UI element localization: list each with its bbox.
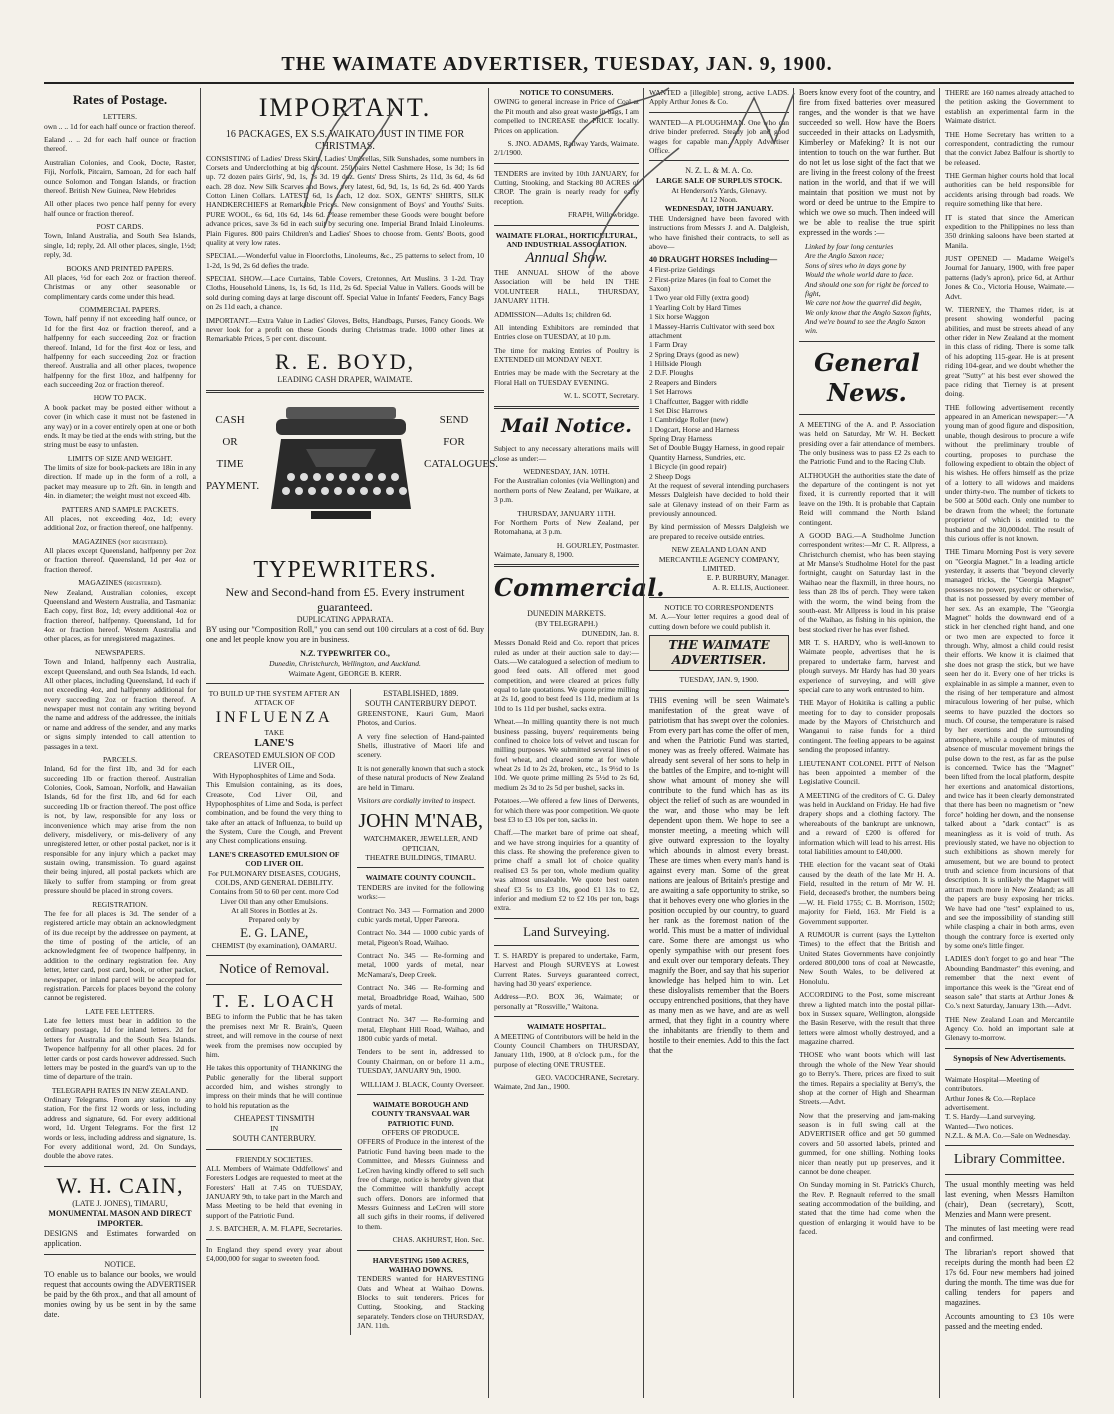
burbury: E. P. BURBURY, Manager. xyxy=(706,573,789,583)
divider xyxy=(945,1069,1074,1070)
nzl-full: NEW ZEALAND LOAN AND MERCANTILE AGENCY COMPANY, LIMITED. xyxy=(658,545,780,573)
magazines-registered-heading: MAGAZINES (registered). xyxy=(78,578,162,588)
divider xyxy=(494,1016,639,1017)
tw-right-text xyxy=(424,409,498,475)
loach-name: T. E. LOACH xyxy=(212,990,336,1011)
sale-item: 1 Yearling Colt by Hard Times xyxy=(649,302,742,312)
poem-line: Sons of sires who in days gone by xyxy=(805,260,906,270)
letters-heading: LETTERS. xyxy=(103,112,137,122)
divider xyxy=(206,390,484,393)
news-item: Now that the preserving and jam-making season is in full swing call at the ADVERTISER office and get 50 gummed covers and 50 assorted labels, printed and gummed, for one shilling. Nothing looks nicer than neatly put up preserves, and it cannot be done cheaper. xyxy=(799,1110,935,1176)
council-body: TENDERS are invited for the following works:— xyxy=(357,882,484,902)
sale-item: 4 First-prize Geldings xyxy=(649,265,715,275)
books-heading: BOOKS AND PRINTED PAPERS. xyxy=(66,263,174,273)
lanes-stores: At all Stores in Bottles at 2s. xyxy=(231,906,318,915)
commercial-papers-text: Town, half penny if not exceeding half ounce, or 1d for the first 4oz or fraction thereof, and a halfpenny for each succeeding 2oz or fraction thereof. Inland, 1d for the first 4oz or less, and halfpenny for each succeeding 2oz or fraction thereof. Australia and all other places, twopence halfpenny for the first 10oz, and halfpenny for each succeeding 2oz or fraction thereof. xyxy=(44,314,196,389)
synopsis-heading: Synopsis of New Advertisements. xyxy=(953,1053,1066,1063)
divider xyxy=(494,945,639,946)
tw-agent: Waimate Agent, GEORGE B. KERR. xyxy=(288,668,402,678)
library-body-2: The minutes of last meeting were read and confirmed. xyxy=(945,1223,1074,1243)
news-item: THE German higher courts hold that local authorities can be held responsible for accidents arising through bad roads. We require something like that here. xyxy=(945,171,1074,209)
how-to-pack-text: A book packet may be posted either without a cover (in which case it must not be fastened in any way) or in a cover entirely open at one or both ends. It may be tied at the ends with string, but the string must be easy to unfasten. xyxy=(44,402,196,450)
sale-item: 1 Massey-Harris Cultivator with seed box attachment xyxy=(649,321,775,340)
lanes-sub: CREASOTED EMULSION OF COD LIVER OIL, xyxy=(213,750,335,770)
sale-items xyxy=(649,265,789,481)
duplicating: DUPLICATING APPARATA. xyxy=(296,615,394,625)
news-item: IT is stated that since the American expedition to the Philippines no less than 350 drinking saloons have been started at Manila. xyxy=(945,212,1074,250)
news-item: W. TIERNEY, the Thames rider, is at present showing wonderful pacing abilities, and must be streets ahead of any other rider in New Zealand at the moment in this class of riding. There is some talk of his adopting 115-gear. He is at present riding 104-gear, and we doubt whether the great "Sutty" at his best ever showed the pace riding that Tierney is at present doing. xyxy=(945,304,1074,399)
masthead: THE WAIMATE ADVERTISER, TUESDAY, JAN. 9, 1900. xyxy=(281,53,833,75)
wanted-1: WANTED a [illegible] strong, active LADS. Apply Arthur Jones & Co. xyxy=(649,88,789,107)
lane-name: E. G. LANE, xyxy=(240,924,309,940)
divider xyxy=(44,1254,196,1255)
lower-left xyxy=(206,689,342,1335)
news-item: THE Timaru Morning Post is very severe on "Georgia Magnet." In a leading article yesterday, it asserts that "beyond cleverly managed tricks, the "Georgia Magnet" possesses no power, psychic or otherwise, that is not possessed by every member of her sex. As an example, The "Georgia Magnet" holds the downward end of a stick in her clenched right hand, and one or two men are expected to force it through. Why, almost a child could resist their efforts. We know it is claimed that she does not grasp the stick, but we have seen her do it. Every one of her tricks is explainable in as simple a manner, even to the rising of her temperature and almost miraculous lowering of her pulse, which seems to have puzzled the doctors so much. Of course, the temperature is raised by her exertions and the surrounding atmosphere, while a couple of minutes of absence of muscular movement brings the pulse down to the rest, as far as the pulse is concerned. Twice has the "Magnet" been lifted from the local platform, despite her exertions and anatomical distortions, and twice has it been clearly demonstrated that there has been no magnetism or "new force" holding her down, and the nonsense talked about a "dark contact" is as meaningless as it is void of truth. As previously stated, we have no objection to such exhibitions as shown merely for amusement, but we are bound to protect truth and science from incursions of that description. It is unlikely the Magnet will attract much more in New Zealand; as all the papers are busy exposing her tricks. We have had one "test" explained to us, and see the impossibility of standing still while clasping a chair in both arms, even though the contrary force is exerted only by some one's little finger. xyxy=(945,547,1074,950)
prepared: Prepared only by xyxy=(248,915,300,925)
pencil-mark xyxy=(559,88,699,288)
sale-item: 2 Spring Drays (good as new) xyxy=(649,349,739,359)
late-fee-heading: LATE FEE LETTERS. xyxy=(85,1006,155,1016)
potatoes: Potatoes.—We offered a few lines of Derwents, for which there was poor competition. We quote best £3 to £3 10s per ton, sacks in. xyxy=(494,796,639,824)
magazines-heading: MAGAZINES (not registered). xyxy=(72,536,168,546)
divider xyxy=(206,683,484,684)
produce-sign: CHAS. AKHURST, Hon. Sec. xyxy=(392,1235,484,1245)
rate-town: own .. .. 1d for each half ounce or fraction thereof. xyxy=(44,121,196,131)
sale-item: 2 D.F. Ploughs xyxy=(649,368,694,378)
scott-sign: W. L. SCOTT, Secretary. xyxy=(563,391,639,401)
synopsis-item: Wanted—Two notices. xyxy=(945,1121,1014,1131)
leader-text: THIS evening will be seen Waimate's manifestation of the great wave of patriotism that has swept over the colonies. From every part has come the offer of men, and when the Patriotic Fund was started, money was as freely offered. Waimate has already sent several of her sons to help in the battles of the Empire, and to-night will show what amount of money she will contribute to the fund which has as its object the relief of such as are wounded in the war, and those who may be left dependent upon them. We hope to see a monster meeting, a meeting which will give outward expression to the loyalty which abounds in almost every breast. These are times when every man's hand is against every man. Some of the great nations are jealous of Britain's prestige and are awaiting a safe opportunity to strike, so that it behoves every one who glories in the position occupied by our country, to guard her rank as the foremost nation of the world. This must be a matter of individual care. Some there are amongst us who openly sympathise with our present foes and exult over our temporary defeats. They magnify the Boer, and say that his superior knowledge has helped him to win. Let these disloyalists remember that the Boers occupy entrenched positions, that they have as many men as we have, and are as well armed, that they fight in a country where the inhabitants are friendly to them and hostile to their enemies. Add to this the fact that the xyxy=(649,695,789,1055)
adams-date: 2/1/1900. xyxy=(494,148,523,158)
parcels-heading: PARCELS. xyxy=(102,754,138,764)
pencil-mark xyxy=(284,88,414,238)
poem-line: Would the whole world dare to face. xyxy=(805,270,914,280)
intending: All intending Exhibitors are reminded that Entries close on TUESDAY, at 10 p.m. xyxy=(494,322,639,342)
tw-left-line: CASH xyxy=(215,414,245,427)
admission: ADMISSION—Adults 1s; children 6d. xyxy=(494,309,612,319)
england-fact: In England they spend every year about £4,000,000 for sugar to sweeten food. xyxy=(206,1244,343,1263)
rate-inland: Ealand .. .. 2d for each half ounce or fraction thereof. xyxy=(44,135,196,154)
news-item: THOSE who want boots which will last through the whole of the New Year should go to Berry's. There, prices are fixed to suit the times. Repairs a speciality at Berry's, the shop at the corner of High and Shearman Streets.—Advt. xyxy=(799,1050,935,1107)
magazines-text: All places except Queensland, halfpenny per 2oz or fraction thereof. Queensland, 1d per 4oz or fraction thereof. xyxy=(44,546,196,574)
influenza-pre: TO BUILD UP THE SYSTEM AFTER AN ATTACK OF xyxy=(208,688,340,708)
tw-body: BY using our "Composition Roll," you can send out 100 circulars at a cost of 6d. Buy one and let people know you are in business. xyxy=(206,625,484,645)
poem-line: And should one son for right be forced to fight, xyxy=(805,279,929,298)
annual-body: THE ANNUAL SHOW of the above Association will be held IN THE VOLUNTEER HALL, THURSDAY, JANUARY 11TH. xyxy=(494,268,639,306)
books-text: All places, ½d for each 2oz or fraction thereof. Christmas or any other seasonable or complimentary cards come under this head. xyxy=(44,272,196,301)
tw-right-line: CATALOGUES. xyxy=(424,458,498,471)
sale-tail-2: By kind permission of Messrs Dalgleish we are prepared to receive outside entries. xyxy=(649,522,789,541)
nzl-heading: N. Z. L. & M. A. Co. xyxy=(685,166,753,176)
tw-cities: Dunedin, Christchurch, Wellington, and Auckland. xyxy=(269,659,421,669)
hospital-sign: GEO. VACOCHRANE, Secretary. xyxy=(535,1073,639,1082)
patterns-heading: PATTERS AND SAMPLE PACKETS. xyxy=(61,504,179,514)
contract-item: Contract No. 345 — Re-forming and metal, 1000 yards of metal, near McNamara's, Deep Creek. xyxy=(357,951,484,979)
friendly-body: ALL Members of Waimate Oddfellows' and Foresters Lodges are requested to meet at the Foresters' Hall at 7.45 on TUESDAY, JANUARY 9th, to take part in the March and Mass Meeting to be held that evening in support of the Patriotic Fund. xyxy=(206,1163,343,1220)
tenders-body: TENDERS are invited by 10th JANUARY, for Cutting, Stooking, and Stacking 80 ACRES of CROP. The grain is nearly ready for early reception. xyxy=(494,168,639,206)
news-item: ALTHOUGH the authorities state the date of the departure of the contingent is not yet fixed, it is currently reported that it will leave on the 19th. It is probable that Captain Reid will command the North Island contingent. xyxy=(799,470,935,527)
depot-heading: SOUTH CANTERBURY DEPOT. xyxy=(365,698,477,708)
dunedin-date: DUNEDIN, Jan. 8. xyxy=(581,628,639,638)
depot-body-4: Visitors are cordially invited to inspect. xyxy=(357,795,476,805)
sale-item: 1 Two year old Filly (extra good) xyxy=(649,293,749,303)
sale-item: 1 Hillside Plough xyxy=(649,359,702,368)
important-heading: IMPORTANT. xyxy=(258,93,432,122)
typewriters-line: New and Second-hand from £5. Every instrument guaranteed. xyxy=(225,585,465,615)
mnab-addr: THEATRE BUILDINGS, TIMARU. xyxy=(365,853,477,862)
poem-line: Linked by four long centuries xyxy=(805,242,894,251)
divider xyxy=(494,918,639,919)
tw-left-text xyxy=(206,409,260,497)
pencil-mark xyxy=(724,88,804,158)
typewriter-ad xyxy=(206,399,498,549)
market-body: Messrs Donald Reid and Co. report that prices ruled as under at their auction sale to day:— Oats.—We catalogued a selection of medium to good feed oats. All offered met good competition, and were cleared at prices fully equal to late quotations. We quote prime milling at 2s 1d, good to best feed 1s 11d, medium at 1s 10d to 1s 11d per bushel, sacks extra. xyxy=(494,638,639,713)
column-misc xyxy=(945,88,1074,1398)
synopsis-item: T. S. Hardy—Land surveying. xyxy=(945,1112,1036,1122)
mail-thu: THURSDAY, JANUARY 11TH. xyxy=(517,508,616,518)
sale-item: 1 Bicycle (in good repair) xyxy=(649,462,727,472)
divider xyxy=(799,341,935,342)
council-heading: WAIMATE COUNTY COUNCIL. xyxy=(365,873,476,883)
divider xyxy=(357,1094,484,1095)
henderson: At Henderson's Yards, Glenavy. xyxy=(671,185,767,195)
consumers-heading: NOTICE TO CONSUMERS. xyxy=(519,88,614,97)
divider xyxy=(799,414,935,415)
news-item: LADIES don't forget to go and hear "The Abounding Bandmaster" this evening, and remember that the next event of importance this week is the "Great end of season sale" that starts at Arthur Jones & Co.'s next Saturday, January 13th.—Advt. xyxy=(945,954,1074,1011)
sale-item: 1 Set Disc Harrows xyxy=(649,405,708,415)
library-body: The usual monthly meeting was held last evening, when Messrs Hamilton (chair), Dean (secretary), Scott, Menzies and Mann were present. xyxy=(945,1179,1074,1219)
news-item: THE following advertisement recently appeared in an American newspaper:—"A young man of good figure and disposition, unable, though desirous to procure a wife without the preliminary trouble of courting, proposes to purchase the following expedient to obtain the object of his wishes. He offers himself as the prize of a lottery to all widows and maidens under thirty-two. The number of tickets to be 500 at 500d each. Only one number to be drawn from the wheel; the fortunate proprietor of which is entitled to the husband and the 30,000dol. The result of this curious offer is not known. xyxy=(945,402,1074,543)
sale-tail: At the request of several intending purchasers Messrs Dalgleish have decided to hold their sale at Glenavy instead of on their Farm as previously announced. xyxy=(649,480,789,518)
news-item: A RUMOUR is current (says the Lyttelton Times) to the effect that the British and United States Governments have conjointly ordered 800,000 tons of coal at Newcastle, New South Wales, to be delivered at Honolulu. xyxy=(799,929,935,986)
sale-item: 1 Dogcart, Horse and Harness xyxy=(649,424,740,434)
news-item: A MEETING of the creditors of C. G. Daley was held in Auckland on Friday. He had five drapery shops and a clothing factory. The whereabouts of the bankrupt are unknown, and a reward of £200 is offered for information which will lead to his arrest. His total liabilities amount to £40,000. xyxy=(799,790,935,856)
boyd-name: R. E. BOYD, xyxy=(275,348,415,374)
news-item: LIEUTENANT COLONEL PITT of Nelson has been appointed a member of the Legislative Council. xyxy=(799,758,935,787)
wheat: Wheat.—In milling quantity there is not much business passing, buyers' requirements being confined to choice lots of velvet and tuscan for milling purposes. We submitted several lines of fowl wheat, and cleared some at for whole wheat 2s 1d to 2s 2d, broken, etc., 1s 9½d to 1s 10d. We quote prime milling 2s 5½d to 2s 6d, medium 2s 3d to 2s 5d per bushel, sacks in. xyxy=(494,717,639,792)
lanes-with: With Hypophosphites of Lime and Soda. xyxy=(212,770,336,780)
sale-item: 1 Cambridge Roller (new) xyxy=(649,415,728,425)
divider xyxy=(44,1166,196,1167)
correspondents-body: M. A.—Your letter requires a good deal of cutting down before we could publish it. xyxy=(649,612,789,631)
depot-body: GREENSTONE, Kauri Gum, Maori Photos, and Curios. xyxy=(357,708,484,728)
synopsis-item: N.Z.L. & M.A. Co.—Sale on Wednesday. xyxy=(945,1131,1071,1140)
boyd-body: CONSISTING of Ladies' Dress Skirts, Ladies' Umbrellas, Silk Sunshades, some numbers in Corsets and Underclothing at big discount. 250 pairs Nettel Cashmere Hose, 1s 3d; 1s 6d up. 72 dozen pairs Girls', 9d, 1s, 1s 3d. 19 doz. Gents' Dress Shirts, 2s 11d, 3s 6d, 4s 6d each. 28 doz. New Silk Scarves and Bows, very latest, 6d, 9d, 1s, 1s 6d, 2s 6d. 400 Yards Cotton Linen Collars. LATEST, 6d, 1s each, 12 doz. SOX, GENTS' SHIRTS, SILK HANDKERCHIEFS at Remarkable Prices. New consignment of Boys' and Youths' Suits. PURE WOOL, 6s 6d, 10s 6d, 14s 6d. Please remember these Goods were bought before advance prices, save 3s 6d in each suit by securing one. Imperial Brand Inlaid Linoleums. Plain Figures. 800 pairs Children's and Ladies' Shoes to choose from. Gents' Boots, good quality at very low rates. xyxy=(206,153,484,247)
cain-designs: DESIGNS and Estimates forwarded on application. xyxy=(44,1229,196,1249)
in: IN xyxy=(270,1124,279,1134)
annual-show-heading: Annual Show. xyxy=(525,250,608,267)
synopsis-item: Arthur Jones & Co.—Replace advertisement. xyxy=(945,1093,1036,1112)
divider xyxy=(494,564,639,567)
post-cards-text: Town, Inland Australia, and South Sea Islands, single, 1d; reply, 2d. All other places, single, 1½d; reply, 3d. xyxy=(44,231,196,260)
consumers-body: OWING to general increase in Price of Coal at the Pit mouth and also great waste in bags, I am compelled to INCREASE the PRICE locally. Prices on application. xyxy=(494,97,639,135)
library-heading: Library Committee. xyxy=(953,1152,1066,1168)
council-tail: Tenders to be sent in, addressed to County Chairman, on or before 11 a.m., TUESDAY, JANUARY 9th, 1900. xyxy=(357,1047,484,1076)
news-item: MR T. S. HARDY, who is well-known to Waimate people, advertises that he is prepared to undertake farm, harvest and plough surveys. Mr Hardy has had 30 years experience of surveying, and will give special care to any work entrusted to him. xyxy=(799,638,935,694)
poem-line: And we're bound to see the Anglo Saxon win. xyxy=(805,317,926,336)
mnab-sub: WATCHMAKER, JEWELLER, AND OPTICIAN, xyxy=(363,834,478,853)
mnab-name: JOHN M'NAB, xyxy=(358,810,484,833)
adams-sign: S. JNO. ADAMS, Railway Yards, Waimate. xyxy=(507,138,639,148)
synopsis-list xyxy=(945,1075,1074,1141)
tw-left-line: PAYMENT. xyxy=(206,480,260,493)
dunedin-heading: DUNEDIN MARKETS. xyxy=(527,609,606,619)
hospital-body: A MEETING of Contributors will be held in the County Council Chambers on THURSDAY, January 11th, 1900, at 8 o'clock p.m., for the purpose of electing ONE TRUSTEE. xyxy=(494,1031,639,1069)
newspapers-text: Town and Inland, halfpenny each Australia, except Queensland, and outh Sea Islands, 1d each. All other places, including Queensland, 1d each if not exceeding 4oz, and halfpenny additional for every succeeding 2oz or fraction thereof. A newspaper must not contain any writing beyond the name and address of the addressee, the initials or name and address of the sender, and any marks or signs simply intended to call attention to passages in a text. xyxy=(44,657,196,751)
lanes-again: LANE'S CREASOTED EMULSION OF COD LIVER OIL xyxy=(208,849,340,869)
established: ESTABLISHED, 1889. xyxy=(383,688,459,698)
divider xyxy=(945,1145,1074,1146)
lanes-body: This Emulsion containing, as its does, Creasote, Cod Liver Oil, and Hypophosphites of Lime and Soda, is perfect combination, and be found the very thing to take after an attack of Influenza, to build up the System, Cure the Cough, and Prevent any Chest complications ensuing. xyxy=(206,780,343,846)
divider xyxy=(649,690,789,691)
column-rule xyxy=(939,88,940,1398)
sale-item: Set of Double Buggy Harness, in good repair xyxy=(649,443,785,453)
divider xyxy=(206,955,342,956)
tw-right-line: FOR xyxy=(443,436,465,449)
divider xyxy=(945,1048,1074,1049)
take: TAKE xyxy=(264,727,284,737)
news-item: THE New Zealand Loan and Mercantile Agency Co. hold an important sale at Glenavy to-morrow. xyxy=(945,1014,1074,1043)
column-news xyxy=(799,88,935,1398)
telegraph-text: Ordinary Telegrams. From any station to any station, For the first 12 words or less, including address and signature, 6d. For every additional word, 1d. Urgent Telegrams. For the first 12 words or less, including address and signature, 1s. For every additional word, 2d. On Sundays, double the above rates. xyxy=(44,1095,196,1161)
mail-wed: WEDNESDAY, JAN. 10TH. xyxy=(523,467,610,476)
lower-split xyxy=(206,689,484,1335)
gourley-sign: H. GOURLEY, Postmaster. xyxy=(556,540,639,550)
leader-continued: Boers know every foot of the country, and fire from fixed batteries over measured ranges, and the wonder is that we have succeeded so well. How have the Boers succeeded in their attacks on Ladysmith, Kimberley or Mafeking? It is not our intention to touch on the war further. But do not let us lose sight of the fact that we are living in the freest colony of the freest nation in the world, and that if we will maintain that position we must not by word or deed be untrue to the Empire to which we owe so much. Then indeed will we be able to realise the true spirit expressed in the words :— xyxy=(799,88,935,237)
packages-line: 16 PACKAGES, EX S.S. WAIKATO, JUST IN TIME FOR CHRISTMAS. xyxy=(225,128,465,152)
harvest-heading: HARVESTING 1500 ACRES, WAIHAO DOWNS. xyxy=(372,1255,469,1274)
divider xyxy=(945,1174,1074,1175)
friendly-heading: FRIENDLY SOCIETIES. xyxy=(235,1154,313,1164)
mail-date: Waimate, January 8, 1900. xyxy=(494,550,574,559)
sale-body: THE Undersigned have been favored with instructions from Messrs J. and A. Dalgleish, who have finished their contracts, to sell as above— xyxy=(649,213,789,251)
divider xyxy=(357,1250,484,1251)
boyd-special-3: IMPORTANT.—Extra Value in Ladies' Gloves, Belts, Handbags, Purses, Fancy Goods. We never look for a profit on these Goods during Christmas trade. 1000 other lines at Remarkable Prices, 5 per cent. discount. xyxy=(206,315,484,344)
contract-item: Contract No. 347 — Re-forming and metal, Elephant Hill Road, Waihao, and 1800 cubic yards of metal. xyxy=(357,1015,484,1043)
column-rule xyxy=(793,88,794,1398)
newspaper-page xyxy=(44,88,1074,1398)
rate-colonies: Australian Colonies, and Cook, Docte, Raster, Fiji, Norfolk, Pitcairn, Samoan, 2d for each half ounce Solomon and Tongan Islands, or fraction thereof. British New Guinea, New Hebrides xyxy=(44,157,196,195)
sale-item: Quantity Harness, Sundries, etc. xyxy=(649,452,746,462)
library-body-4: Accounts amounting to £3 10s were passed and the meeting ended. xyxy=(945,1311,1074,1331)
floral-heading: WAIMATE FLORAL, HORTICULTURAL, AND INDUSTRIAL ASSOCIATION. xyxy=(495,230,638,249)
divider xyxy=(649,597,789,598)
post-cards-heading: POST CARDS. xyxy=(96,222,144,231)
divider xyxy=(206,1149,342,1150)
news-item: A GOOD BAG.—A Studholme Junction correspondent writes:—Mr C. R. Allpress, a Christchurch chemist, who has been staying at Mr Manse's Studholme Hotel for the past fortnight, caught on Saturday last in the Waihao near the flaxmill, in three hours, no less than 28 lbs of perch. They were taken with the worm, the wind being from the south-east. Mr Allpress is loud in his praise of the Waihao, as fishing in his opinion, the best stocked river he has ever fished. xyxy=(799,530,935,634)
news-item: JUST OPENED — Madame Weigel's Journal for January, 1900, with free paper patterns (lady's apron), price 6d, at Arthur Jones & Co., Victoria House, Waimate.—Advt. xyxy=(945,254,1074,301)
sale-item: 1 Six horse Waggon xyxy=(649,312,710,322)
poem xyxy=(799,242,935,336)
depot-body-3: It is not generally known that such a stock of these natural products of New Zealand are held in Timaru. xyxy=(357,763,485,792)
newspapers-heading: NEWSPAPERS. xyxy=(95,647,145,657)
chaff: Chaff.—The market bare of prime oat sheaf, and we have strong inquiries for a quantity of this class. Re showing the preference given to prime chaff a small lot of choice quality realised £3 5s per ton, whole medium quality was almost unsaleable. We quote best oaten sheaf £3 5s to £3 10s, good £1 13s to £2, inferior and medium £2 to £2 10s per ton, bags extra. xyxy=(494,828,639,913)
rate-other: All other places two pence half penny for every half ounce or fraction thereof. xyxy=(44,199,196,218)
news-item: A MEETING of the A. and P. Association was held on Saturday, Mr W. H. Beckett presiding over a fair attendance of members. The only business was to pass £2 2s each to the Patriotic Fund and to the Racing Club. xyxy=(799,419,935,467)
tw-left-line: TIME xyxy=(216,458,244,471)
surplus-heading: LARGE SALE OF SURPLUS STOCK. xyxy=(655,176,783,186)
lanes-contains: Contains from 50 to 60 per cent. more Cod Liver Oil than any other Emulsions. xyxy=(209,887,339,906)
produce-heading: OFFERS OF PRODUCE. xyxy=(381,1128,460,1137)
news-item: On Sunday morning in St. Patrick's Church, the Rev. P. Regnault referred to the small seating accommodation of the building, and stated that the time had come when the question of enlarging it would have to be faced. xyxy=(799,1180,935,1237)
late-fee-text: Late fee letters must bear in addition to the ordinary postage, 1d for inland letters. 2d for letters for Australia and the South Sea Islands. Twopence halfpenny for all other places. 2d for letter cards or post cards however addressed. Such letters may be posted in the guard's van up to the time of departure of the train. xyxy=(44,1016,196,1082)
general-news-heading: General News. xyxy=(814,347,920,407)
borough-heading: WAIMATE BOROUGH AND COUNTY TRANSVAAL WAR PATRIOTIC FUND. xyxy=(371,1099,470,1128)
mail-thu-body: For Northern Ports of New Zealand, per Rotomahana, at 3 p.m. xyxy=(494,517,639,537)
hospital-date: Waimate, 2nd Jan., 1900. xyxy=(494,1082,570,1092)
hospital-heading: WAIMATE HOSPITAL. xyxy=(527,1022,606,1032)
south-canterbury: SOUTH CANTERBURY. xyxy=(232,1133,316,1143)
noon: At 12 Noon. xyxy=(700,195,738,204)
parcels-text: Inland, 6d for the first 1lb, and 3d for each succeeding 1lb or fraction thereof. Australian Colonies, Cook, Samoan, Norfolk, and Hawaiian Islands, 6d for the first 1lb, and 6d for each succeeding 1lb or fraction thereof. The post office is not, by law, responsible for any loss or inconvenience which may arise from the non delivery, misdelivery, or mis-delivery of any unregistered letter, or other postal packet, nor is it responsible for any injury which a packet may sustain owing, transmission. To guard against their being injured, all postal packets which are likely to suffer from stamping or from great pressure should be placed in strong covers. xyxy=(44,764,196,896)
sale-date: WEDNESDAY, 10TH JANUARY. xyxy=(664,204,774,214)
sale-item: 2 First-prize Mares (in foal to Comet the Saxon) xyxy=(649,274,771,293)
divider xyxy=(206,1239,342,1240)
advertiser-banner: THE WAIMATE ADVERTISER. xyxy=(649,635,789,671)
influenza-heading: INFLUENZA xyxy=(215,708,333,726)
typewriter-illustration xyxy=(266,399,416,539)
depot-body-2: A very fine selection of Hand-painted Shells, illustrative of Maori life and scenery. xyxy=(357,731,484,760)
sale-item: 2 Sheep Dogs xyxy=(649,471,691,481)
by-telegraph: (BY TELEGRAPH.) xyxy=(535,619,598,629)
postage-title: Rates of Postage. xyxy=(72,92,168,107)
lanes-heading: LANE'S xyxy=(254,737,295,749)
telegraph-heading: TELEGRAPH RATES IN NEW ZEALAND. xyxy=(51,1085,189,1095)
boyd-special-1: SPECIAL.—Wonderful value in Floorcloths, Linoleums, &c., 25 patterns to select from, 10 1-2d, 1s 9d, 2s 6d defies the trade. xyxy=(206,251,484,270)
sale-item: 1 Set Harrows xyxy=(649,387,692,397)
magazines-registered-text: New Zealand, Australian colonies, except Queensland and Western Australia, and Tasmania: Each copy, first 8oz, 1d; every additional 4oz or fraction thereof, halfpenny. Queensland, 1d for 4oz or fraction hereof. Western Australia and other places, as for unregistered magazines. xyxy=(44,587,196,644)
poem-line: We care not how the quarrel did begin, xyxy=(805,298,922,308)
contract-item: Contract No. 346 — Re-forming and metal, Broadbridge Road, Waihao, 500 yards of metal. xyxy=(357,983,484,1011)
divider xyxy=(494,406,639,409)
contract-item: Contract No. 344 — 1000 cubic yards of metal, Pigeon's Road, Waihao. xyxy=(357,928,484,947)
poem-line: Are the Anglo Saxon race; xyxy=(805,251,885,261)
tw-company: N.Z. TYPEWRITER CO., xyxy=(300,649,390,659)
correspondents-heading: NOTICE TO CORRESPONDENTS xyxy=(664,603,774,612)
poem-line: We only know that the Anglo Saxon fights, xyxy=(805,307,932,317)
column-boyd xyxy=(206,88,498,1398)
news-item: THE Mayor of Hokitika is calling a public meeting for to day to consider proposals made by the Mayors of Christchurch and Wanganui to raise funds for a third contingent. The feeling appears to be against sending the proposed infantry. xyxy=(799,698,935,755)
mail-wed-body: For the Australian colonies (via Wellington) and northern ports of New Zealand, per Waikare, at 3 p.m. xyxy=(494,476,639,505)
mail-notice-heading: Mail Notice. xyxy=(501,414,632,437)
lane-title: CHEMIST (by examination), OAMARU. xyxy=(211,941,337,950)
tw-right-line: SEND xyxy=(439,414,469,427)
loach-body: BEG to inform the Public that he has taken the premises next Mr R. Brain's, Queen street, and will remove in the course of next week from the premises now occupied by him. xyxy=(206,1012,343,1059)
cain-trade: MONUMENTAL MASON AND DIRECT IMPORTER. xyxy=(48,1209,192,1229)
library-body-3: The librarian's report showed that receipts during the month had been £2 17s 6d. Four new members had joined during the month. The time was due for calling tenders for papers and magazines. xyxy=(945,1247,1074,1307)
commercial-papers-heading: COMMERCIAL PAPERS. xyxy=(79,305,161,314)
synopsis-item: Waimate Hospital—Meeting of contributors. xyxy=(945,1074,1040,1094)
ellis: A. R. ELLIS, Auctioneer. xyxy=(712,582,789,592)
divider xyxy=(357,867,484,868)
column-rule xyxy=(488,88,489,1398)
banner-date: TUESDAY, JAN. 9, 1900. xyxy=(679,675,759,685)
removal-heading: Notice of Removal. xyxy=(219,962,330,978)
loach-body-2: He takes this opportunity of THANKING the Public generally for the liberal support accorded him, and wishes strongly to impress on their minds that he will continue to hold his reputation as the xyxy=(206,1063,343,1110)
lanes-for: For PULMONARY DISEASES, COUGHS, COLDS, AND GENERAL DEBILITY. xyxy=(207,868,341,887)
notice-text: TO enable us to balance our books, we would request that accounts owing the ADVERTISER be paid by the 6th prox., and that all amount of monies owing by us be sent in by the same date. xyxy=(44,1270,196,1320)
news-item: THERE are 160 names already attached to the petition asking the Government to establish an experimental farm in the Waimate district. xyxy=(945,88,1074,126)
sale-item: 2 Reapers and Binders xyxy=(649,377,717,387)
commercial-heading: Commercial. xyxy=(494,573,665,603)
tw-left-line: OR xyxy=(222,436,238,449)
produce-body: OFFERS of Produce in the interest of the Patriotic Fund having been made to the Committee, and Messrs Guinness and LeCren having kindly offered to sell such free of charge, notice is hereby given that the Committee will thankfully accept such offers. Donors are informed that Messrs Guinness and LeCren will store all such gifts in their rooms, if delivered to them. xyxy=(357,1137,484,1231)
registration-heading: REGISTRATION. xyxy=(92,899,148,909)
registration-text: The fee for all places is 3d. The sender of a registered article may obtain an acknowledgment of its due receipt by the addressee on payment, at the time of posting of the article, of an acknowledgment fee of twopence halfpenny, in addition to the ordinary registration fee. Any letter, letter card, post card, book, or other packet, newspaper, or inland parcel will be accepted for registration. Parcels for places beyond the colony cannot be registered. xyxy=(44,908,196,1003)
column-postage xyxy=(44,88,196,1398)
tenders-sign: FRAPH, Willowbridge. xyxy=(567,210,639,220)
land-body: T. S. HARDY is prepared to undertake, Farm, Harvest and Plough SURVEYS at Lowest Current Rates. Surveys guaranteed correct, having had 30 years' experience. xyxy=(494,950,639,988)
council-sign: WILLIAM J. BLACK, County Overseer. xyxy=(360,1079,484,1089)
harvest-body: TENDERS wanted for HARVESTING Oats and Wheat at Waihao Downs. Blocks to suit tenderers. Prices for Cutting, Stooking, and Stacking separately. Tenders close on THURSDAY, JAN. 11th. xyxy=(357,1274,484,1331)
how-to-pack-heading: HOW TO PACK. xyxy=(93,393,147,403)
cain-name: W. H. CAIN, xyxy=(56,1172,184,1198)
notice-heading: NOTICE. xyxy=(104,1260,136,1270)
news-item: ACCORDING to the Post, some miscreant threw a lighted match into the postal pillar-box in Sussex square, Wellington, alongside the Basin Reserve, with the result that three letters were almost wholly destroyed, and a magazine charred. xyxy=(799,990,935,1046)
wanted-2: WANTED—A PLOUGHMAN. One who can drive binder preferred. Steady job and good wages for capable man. Apply Advertiser Office. xyxy=(649,117,789,155)
cain-sub: (LATE J. JONES), TIMARU, xyxy=(72,1199,168,1209)
limits-text: The limits of size for book-packets are 18in in any direction. If made up in the form of a roll, a packet may measure up to 2ft. 6in. in length and 4in. in diameter; the weight must not exceed 4lb. xyxy=(44,463,196,501)
land-addr: Address—P.O. BOX 36, Waimate; or personally at "Rossville," Waitona. xyxy=(494,992,639,1011)
news-item: THE election for the vacant seat of Otaki caused by the death of the late Mr H. A. Field, resulted in the return of Mr W. H. Field, deceased's brother, the numbers being—W. H. Field 1755; C. B. Morrison, 1502; majority for Field, 163. Mr Field is a Government supporter. xyxy=(799,860,935,926)
sale-item: 1 Farm Dray xyxy=(649,340,688,350)
land-surveying-heading: Land Surveying. xyxy=(523,923,610,939)
making: The time for making Entries of Poultry is EXTENDED till MONDAY NEXT. xyxy=(494,345,639,364)
masthead-rule xyxy=(44,82,1074,84)
contract-item: Contract No. 343 — Formation and 2000 cubic yards metal, Upper Pareora. xyxy=(357,905,484,924)
sale-item: Spring Dray Harness xyxy=(649,434,712,443)
limits-heading: LIMITS OF SIZE AND WEIGHT. xyxy=(67,453,173,463)
entries: Entries may be made with the Secretary at the Floral Hall on TUESDAY EVENING. xyxy=(494,368,639,387)
boyd-special-2: SPECIAL SHOW.—Lace Curtains, Table Covers, Cretonnes, Art Muslins. 3 1-2d. Tray Cloths, Household Linens, 1s, 1s 6d, 1s 11d, 2s 6d. Special Value in Vallers. Goods will be sold during coming days at large discount off. Special Value in Infants' Feeders, Fancy Bags on 2s 11d each, a chance. xyxy=(206,274,484,312)
patterns-text: All places, not exceeding 4oz, 1d; every additional 2oz, or fraction thereof, one halfpenny. xyxy=(44,513,196,533)
news-item: THE Home Secretary has written to a correspondent, contradicting the rumour that the convict Jabez Balfour is shortly to be released. xyxy=(945,129,1074,167)
friendly-sign: J. S. BATCHER, A. M. FLAPE, Secretaries. xyxy=(209,1224,343,1234)
lower-right xyxy=(350,689,484,1335)
tinsmith: CHEAPEST TINSMITH xyxy=(233,1114,315,1124)
typewriters-heading: TYPEWRITERS. xyxy=(253,557,437,584)
column-rule xyxy=(200,88,201,1398)
mail-body: Subject to any necessary alterations mails will close as under:— xyxy=(494,444,639,463)
horses-heading: 40 DRAUGHT HORSES Including— xyxy=(649,255,778,265)
sale-item: 1 Chaffcutter, Bagger with riddle xyxy=(649,396,749,406)
boyd-sub: LEADING CASH DRAPER, WAIMATE. xyxy=(277,375,413,385)
divider xyxy=(206,984,342,985)
